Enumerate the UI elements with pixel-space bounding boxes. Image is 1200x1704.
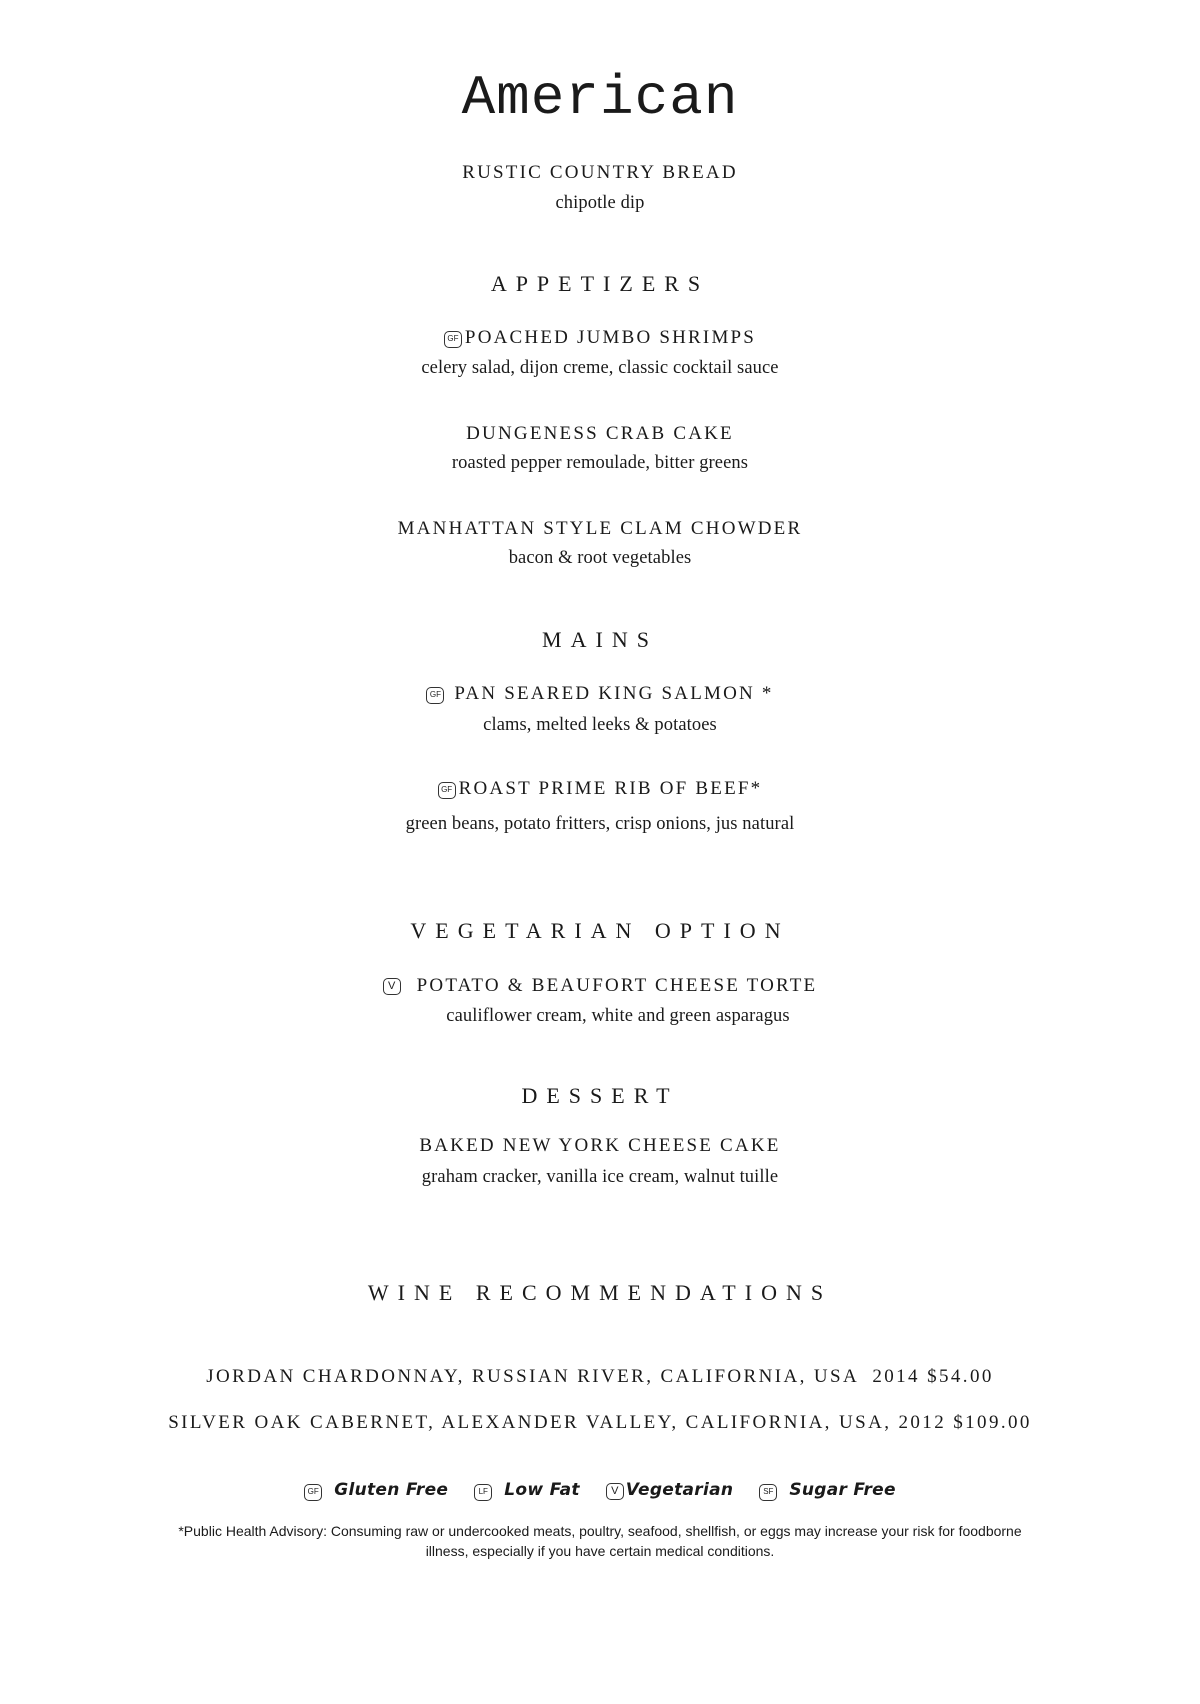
menu-item-name: BAKED NEW YORK CHEESE CAKE	[419, 1135, 781, 1156]
menu-item-name	[0, 327, 1200, 349]
wine-heading: WINE RECOMMENDATIONS	[367, 1280, 833, 1305]
legend-label: Gluten Free	[334, 1480, 449, 1500]
gluten-free-icon: GF	[438, 782, 456, 799]
menu-item-desc: bacon & root vegetables	[508, 548, 692, 568]
menu-item-desc: clams, melted leeks & potatoes	[483, 715, 717, 735]
appetizers-heading: APPETIZERS	[490, 271, 710, 296]
bread-desc: chipotle dip	[555, 193, 645, 213]
wine-item: JORDAN CHARDONNAY, RUSSIAN RIVER, CALIFORNIA, USA 2014 $54.00	[206, 1366, 994, 1387]
menu-item-desc: roasted pepper remoulade, bitter greens	[451, 453, 749, 473]
gluten-free-icon: GF	[444, 331, 462, 348]
item-name-text: POACHED JUMBO SHRIMPS	[464, 327, 757, 348]
menu-item-desc: graham cracker, vanilla ice cream, walnut tuille	[421, 1167, 779, 1187]
dietary-legend	[0, 1480, 1200, 1501]
menu-item-desc: cauliflower cream, white and green asparagus	[446, 1006, 790, 1026]
menu-title: American	[461, 66, 739, 130]
legend-label: Low Fat	[504, 1480, 580, 1500]
item-name-text: POTATO & BEAUFORT CHEESE TORTE	[416, 975, 818, 996]
menu-item-desc: celery salad, dijon creme, classic cocktail sauce	[421, 358, 779, 378]
menu-item-name	[0, 975, 1200, 997]
health-advisory-line: illness, especially if you have certain medical conditions.	[425, 1543, 775, 1559]
vegetarian-heading: VEGETARIAN OPTION	[410, 918, 790, 943]
menu-item-name	[0, 683, 1200, 705]
vegetarian-icon: V	[383, 978, 401, 995]
low-fat-icon: LF	[474, 1484, 492, 1501]
mains-heading: MAINS	[542, 627, 658, 652]
health-advisory-line: *Public Health Advisory: Consuming raw or undercooked meats, poultry, seafood, shellfish, or eggs may increase your risk for foodborne	[178, 1523, 1022, 1539]
menu-item-name: MANHATTAN STYLE CLAM CHOWDER	[397, 518, 803, 539]
legend-label: Sugar Free	[789, 1480, 896, 1500]
wine-item: SILVER OAK CABERNET, ALEXANDER VALLEY, CALIFORNIA, USA, 2012 $109.00	[168, 1412, 1032, 1433]
menu-item-name	[0, 778, 1200, 800]
sugar-free-icon: SF	[759, 1484, 777, 1501]
menu-item-name: DUNGENESS CRAB CAKE	[466, 423, 734, 444]
gluten-free-icon: GF	[426, 687, 444, 704]
item-name-text: PAN SEARED KING SALMON *	[454, 683, 774, 704]
bread-name: RUSTIC COUNTRY BREAD	[462, 162, 738, 183]
item-name-text: ROAST PRIME RIB OF BEEF*	[458, 778, 763, 799]
vegetarian-icon: V	[606, 1483, 624, 1500]
gluten-free-icon: GF	[304, 1484, 322, 1501]
legend-label: Vegetarian	[625, 1480, 734, 1500]
dessert-heading: DESSERT	[521, 1083, 679, 1108]
menu-item-desc: green beans, potato fritters, crisp onions, jus natural	[405, 814, 795, 834]
